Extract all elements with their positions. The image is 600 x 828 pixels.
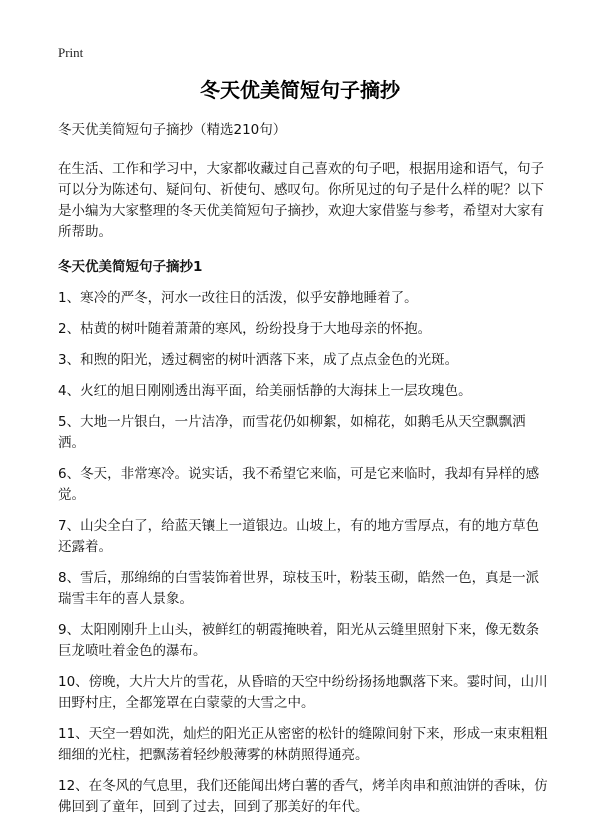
list-item: 5、大地一片银白，一片洁净，而雪花仍如柳絮，如棉花，如鹅毛从天空飘飘洒洒。 — [58, 414, 526, 451]
list-item: 4、火红的旭日刚刚透出海平面，给美丽恬静的大海抹上一层玫瑰色。 — [58, 383, 472, 399]
list-item: 6、冬天，非常寒冷。说实话，我不希望它来临，可是它来临时，我却有异样的感觉。 — [58, 466, 540, 503]
list-item: 7、山尖全白了，给蓝天镶上一道银边。山坡上，有的地方雪厚点，有的地方草色还露着。 — [58, 518, 540, 555]
list-item: 10、傍晚，大片大片的雪花，从昏暗的天空中纷纷扬扬地飘落下来。霎时间，山川田野村庄，全都笼罩在白蒙蒙的大雪之中。 — [58, 674, 548, 711]
print-link[interactable]: Print — [58, 45, 84, 60]
list-item: 3、和煦的阳光，透过稠密的树叶洒落下来，成了点点金色的光斑。 — [58, 352, 459, 368]
page-title: 冬天优美简短句子摘抄 — [200, 78, 400, 102]
list-item: 9、太阳刚刚升上山头，被鲜红的朝霞掩映着，阳光从云缝里照射下来，像无数条巨龙喷吐着金色的瀑布。 — [58, 622, 540, 659]
list-item: 12、在冬风的气息里，我们还能闻出烤白薯的香气，烤羊肉串和煎油饼的香味，仿佛回到了童年，回到了过去，回到了那美好的年代。 — [58, 778, 548, 815]
list-item: 11、天空一碧如洗，灿烂的阳光正从密密的松针的缝隙间射下来，形成一束束粗粗细细的光柱，把飘荡着轻纱般薄雾的林荫照得通亮。 — [58, 726, 548, 763]
list-item: 1、寒冷的严冬，河水一改往日的活泼，似乎安静地睡着了。 — [58, 290, 418, 306]
list-item: 2、枯黄的树叶随着萧萧的寒风，纷纷投身于大地母亲的怀抱。 — [58, 321, 432, 337]
subtitle: 冬天优美简短句子摘抄（精选210句） — [58, 122, 287, 138]
document-body — [58, 120, 550, 828]
list-item: 8、雪后，那绵绵的白雪装饰着世界，琼枝玉叶，粉装玉砌，皓然一色，真是一派瑞雪丰年的喜人景象。 — [58, 570, 540, 607]
section-heading: 冬天优美简短句子摘抄1 — [58, 259, 203, 275]
intro-paragraph: 在生活、工作和学习中，大家都收藏过自己喜欢的句子吧，根据用途和语气，句子可以分为陈述句、疑问句、祈使句、感叹句。你所见过的句子是什么样的呢？以下是小编为大家整理的冬天优美简短句子摘抄，欢迎大家借鉴与参考，希望对大家有所帮助。 — [58, 161, 544, 240]
sentence-list — [58, 288, 550, 818]
